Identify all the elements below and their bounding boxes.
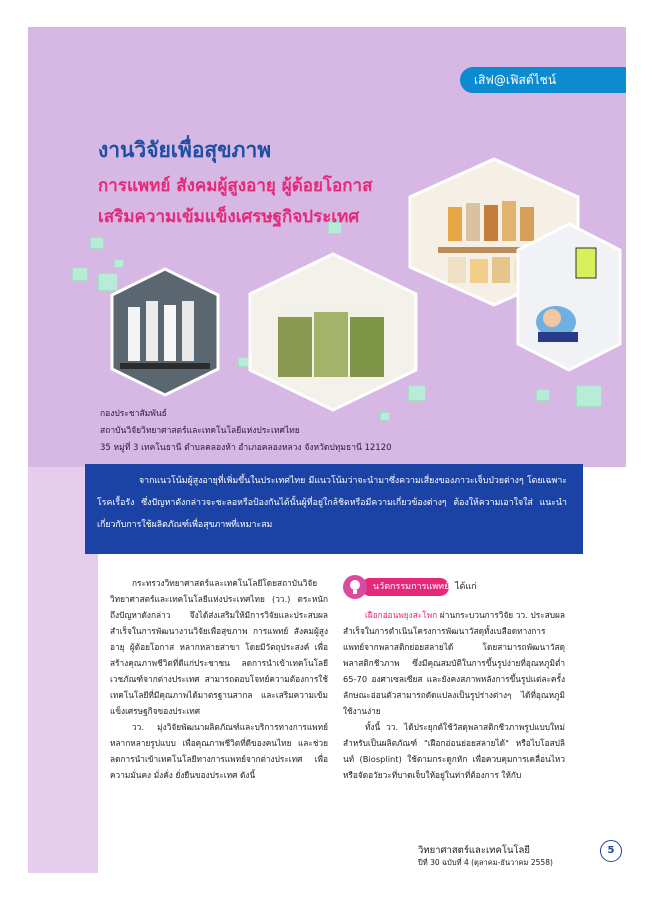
photo-cima-boxes xyxy=(248,252,418,412)
decorative-cube xyxy=(90,237,104,249)
decorative-cube xyxy=(380,412,390,421)
section-tag: เสิฟ@เฟิสต์ไชน์ xyxy=(460,67,590,93)
innovation-label: นวัตกรรมการแพทย์ xyxy=(361,578,449,596)
right-column xyxy=(343,575,565,783)
innovation-heading xyxy=(343,575,565,599)
innovation-suffix: ได้แก่ xyxy=(455,582,477,592)
article-subtitle-line-1: การแพทย์ สังคมผู้สูงอายุ ผู้ด้อยโอกาส xyxy=(98,176,373,196)
intro-box xyxy=(85,464,583,554)
article-subtitle-line-2: เสริมความเข้มแข็งเศรษฐกิจประเทศ xyxy=(98,207,360,227)
intro-text: จากแนวโน้มผู้สูงอายุที่เพิ่มขึ้นในประเทศไทย มีแนวโน้มว่าจะนำมาซึ่งความเสี่ยงของภาวะเจ็บป่วยต่างๆ โดยเฉพาะโรคเรื้อรัง ซึ่งปัญหาดังกล่าวจะชะลอหรือป้องกันได้นั้นผู้ที่อยู่ใกล้ชิดหรือมีความเกี่ยวข้องต่างๆ ต้องให้ความเอาใจใส่ แนะนำเกี่ยวกับการใช้ผลิตภัณฑ์เพื่อสุขภาพที่เหมาะสม xyxy=(97,476,567,530)
right-paragraph-2: ทั้งนี้ วว. ได้ประยุกต์ใช้วัสดุพลาสติกชีวภาพรูปแบบใหม่สำหรับเป็นผลิตภัณฑ์ "เฝือกอ่อนย่อยสลายได้" หรือไบโอสปลินท์ (Biosplint) ใช้ตามกระดูกหัก เพื่อควบคุมการเคลื่อนไหวหรือจัดอวัยวะที่บาดเจ็บให้อยู่ในท่าที่ต้องการ ให้กับ xyxy=(343,722,565,780)
magazine-page xyxy=(28,27,626,873)
left-column xyxy=(110,575,328,783)
photo-medical-device xyxy=(516,222,622,372)
page-number: 5 xyxy=(600,840,622,862)
author-address: 35 หมู่ที่ 3 เทคโนธานี ตำบลคลองห้า อำเภอคลองหลวง จังหวัดปทุมธานี 12120 xyxy=(100,443,392,453)
author-dept: กองประชาสัมพันธ์ xyxy=(100,409,167,419)
footer-magazine-name: วิทยาศาสตร์และเทคโนโลยี xyxy=(418,845,530,856)
author-institute: สถาบันวิจัยวิทยาศาสตร์และเทคโนโลยีแห่งประเทศไทย xyxy=(100,426,300,436)
biosplint-highlight: เฝือกอ่อนพยุงสะโพก xyxy=(365,610,438,620)
decorative-cube xyxy=(536,389,550,401)
section-tag-strip xyxy=(590,67,626,93)
lightbulb-icon xyxy=(343,575,367,599)
left-paragraph-2: วว. มุ่งวิจัยพัฒนาผลิตภัณฑ์และบริการทางการแพทย์หลากหลายรูปแบบ เพื่อคุณภาพชีวิตที่ดีของคนไทย และช่วยลดการนำเข้าเทคโนโลยีทางการแพทย์จากต่างประเทศ เพื่อความมั่นคง มั่งคั่ง ยั่งยืนของประเทศ ดังนี้ xyxy=(110,722,328,780)
footer-issue: ปีที่ 30 ฉบับที่ 4 (ตุลาคม-ธันวาคม 2558) xyxy=(418,858,553,867)
right-paragraph-1 xyxy=(343,607,565,719)
article-title: งานวิจัยเพื่อสุขภาพ xyxy=(98,138,272,162)
decorative-cube xyxy=(576,385,602,407)
photo-fashion xyxy=(110,267,220,397)
decorative-cube xyxy=(72,267,88,281)
right-paragraph-1-text: ผ่านกระบวนการวิจัย วว. ประสบผลสำเร็จในการดำเนินโครงการพัฒนาวัสดุทั้งเบลือดทางการแพทย์จากพลาสติกย่อยสลายได้ โดยสามารถพัฒนาวัสดุพลาสติกชีวภาพ ซึ่งมีคุณสมบัติในการขึ้นรูปง่ายที่อุณหภูมิต่ำ 65-70 องศาเซลเซียส และยังคงสภาพหลังการขึ้นรูปแต่ละครั้ง ลักษณะอ่อนตัวสามารถดัดแปลงเป็นรูปร่างต่างๆ ได้ที่อุณหภูมิ ใช้งานง่าย xyxy=(343,610,565,716)
left-paragraph-1: กระทรวงวิทยาศาสตร์และเทคโนโลยีโดยสถาบันวิจัยวิทยาศาสตร์และเทคโนโลยีแห่งประเทศไทย (วว.) ตระหนักถึงปัญหาดังกล่าว จึงได้ส่งเสริมให้มีการวิจัยและประสบผลสำเร็จในการพัฒนางานวิจัยเพื่อสุขภาพ การแพทย์ สังคมผู้สูงอายุ ผู้ด้อยโอกาส หลากหลายสาขา โดยมีวัตถุประสงค์ เพื่อสร้างคุณภาพชีวิตที่ดีแก่ประชาชน ลดการนำเข้าเทคโนโลยีเวชภัณฑ์จากต่างประเทศ สามารถตอบโจทย์ความต้องการใช้เทคโนโลยีที่มีคุณภาพได้มาตรฐานสากล และเสริมความเข้มแข็งเศรษฐกิจของประเทศ xyxy=(110,578,328,716)
